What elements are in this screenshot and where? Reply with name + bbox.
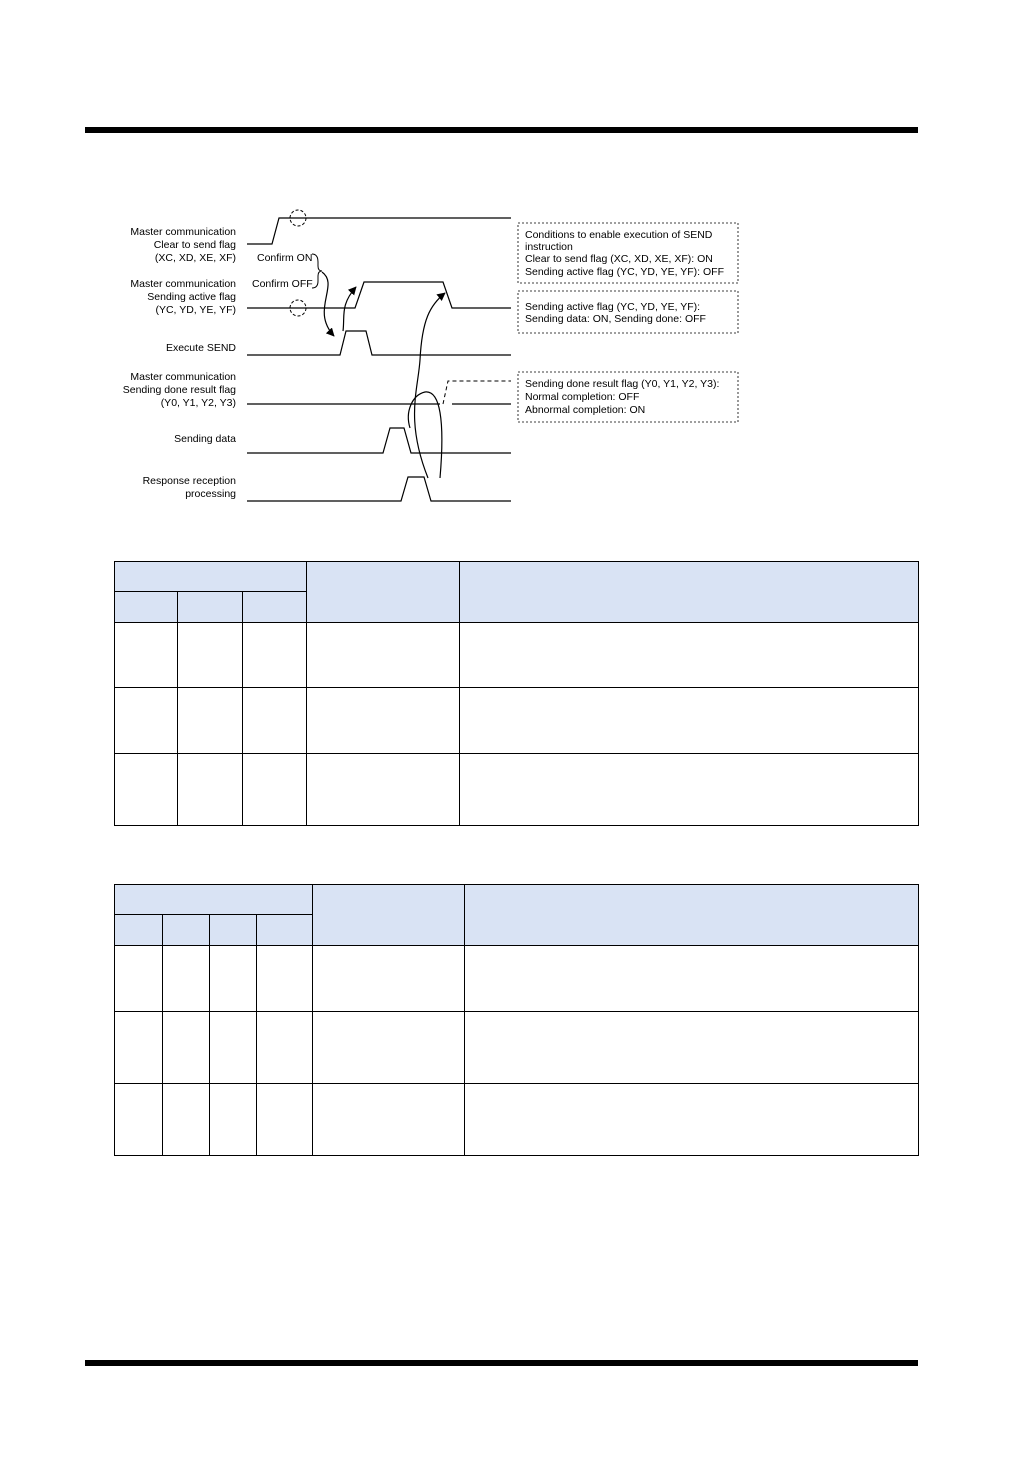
signal-label-clear-to-send — [130, 226, 236, 264]
svg-text:Abnormal completion: ON: Abnormal completion: ON — [525, 404, 646, 416]
table-2-subheader-3 — [210, 915, 257, 946]
table-cell — [243, 754, 307, 826]
table-cell — [243, 688, 307, 754]
svg-text:Sending data: ON, Sending done: Sending data: ON, Sending done: OFF — [525, 313, 706, 325]
table-1-subheader-1 — [115, 592, 178, 623]
table-cell — [465, 1012, 919, 1084]
table-1-header-col-5 — [460, 562, 919, 623]
table-cell — [210, 946, 257, 1012]
table-cell — [307, 754, 460, 826]
table-cell — [115, 688, 178, 754]
table-cell — [178, 688, 243, 754]
svg-text:(YC, YD, YE, YF): (YC, YD, YE, YF) — [155, 304, 236, 316]
table-cell — [163, 1084, 210, 1156]
table-cell — [210, 1012, 257, 1084]
table-cell — [243, 623, 307, 688]
timing-diagram — [0, 0, 1032, 560]
svg-text:Response reception: Response reception — [142, 475, 236, 487]
arrow-data-to-done — [408, 392, 441, 478]
table-1-subheader-2 — [178, 592, 243, 623]
svg-text:Sending data: Sending data — [174, 433, 236, 445]
table-cell — [257, 1084, 313, 1156]
confirm-off-label: Confirm OFF — [252, 278, 313, 290]
table-cell — [460, 623, 919, 688]
table-cell — [313, 1012, 465, 1084]
note-active — [525, 301, 706, 325]
note-done — [525, 378, 719, 416]
table-row — [115, 623, 919, 688]
svg-text:Normal completion: OFF: Normal completion: OFF — [525, 391, 640, 403]
svg-text:Sending active flag (YC, YD, Y: Sending active flag (YC, YD, YE, YF): OFF — [525, 266, 724, 278]
table-cell — [460, 688, 919, 754]
table-1-header-row — [115, 562, 919, 592]
table-cell — [115, 1012, 163, 1084]
table-cell — [115, 1084, 163, 1156]
svg-text:Conditions to enable execution: Conditions to enable execution of SEND — [525, 229, 713, 241]
arrow-execute-to-active — [343, 287, 356, 331]
svg-text:(Y0, Y1, Y2, Y3): (Y0, Y1, Y2, Y3) — [160, 397, 236, 409]
svg-text:Master communication: Master communication — [130, 371, 236, 383]
svg-text:Sending active flag (YC, YD, Y: Sending active flag (YC, YD, YE, YF): — [525, 301, 701, 313]
table-1-subheader-3 — [243, 592, 307, 623]
waveform-clear-to-send — [247, 218, 511, 244]
confirm-brace — [312, 254, 322, 288]
signal-label-execute-send — [166, 342, 236, 354]
svg-text:instruction: instruction — [525, 241, 573, 253]
table-row — [115, 754, 919, 826]
table-2-subheader-4 — [257, 915, 313, 946]
waveform-execute-send — [247, 331, 511, 355]
table-cell — [307, 623, 460, 688]
svg-text:Clear to send flag (XC, XD, XE: Clear to send flag (XC, XD, XE, XF): ON — [525, 253, 713, 265]
table-cell — [178, 623, 243, 688]
table-2-header-col-5 — [313, 885, 465, 946]
arrow-response-to-active — [415, 293, 445, 478]
signal-label-response — [143, 475, 237, 500]
signal-label-sending-data — [174, 433, 236, 445]
note-conditions — [525, 229, 724, 278]
table-cell — [307, 688, 460, 754]
svg-text:Sending active flag: Sending active flag — [147, 291, 236, 303]
table-2-header-group — [115, 885, 313, 915]
table-cell — [465, 1084, 919, 1156]
table-2-subheader-1 — [115, 915, 163, 946]
bottom-rule — [85, 1360, 918, 1366]
svg-text:Clear to send flag: Clear to send flag — [153, 239, 236, 251]
table-1-header-group — [115, 562, 307, 592]
table-cell — [313, 946, 465, 1012]
table-cell — [460, 754, 919, 826]
table-cell — [163, 1012, 210, 1084]
table-cell — [115, 946, 163, 1012]
table-2 — [114, 884, 919, 1156]
svg-text:Execute SEND: Execute SEND — [165, 342, 236, 354]
table-1 — [114, 561, 919, 826]
table-cell — [257, 946, 313, 1012]
confirm-on-label: Confirm ON — [257, 252, 313, 264]
table-cell — [115, 754, 178, 826]
table-cell — [115, 623, 178, 688]
table-cell — [313, 1084, 465, 1156]
table-cell — [257, 1012, 313, 1084]
table-cell — [210, 1084, 257, 1156]
svg-text:Master communication: Master communication — [130, 226, 236, 238]
svg-text:processing: processing — [185, 488, 236, 500]
signal-label-sending-done — [123, 371, 236, 409]
table-2-header-col-6 — [465, 885, 919, 946]
table-row — [115, 1084, 919, 1156]
waveform-response — [247, 477, 511, 501]
table-row — [115, 946, 919, 1012]
table-row — [115, 688, 919, 754]
table-1-header-col-4 — [307, 562, 460, 623]
svg-text:Master communication: Master communication — [130, 278, 236, 290]
svg-text:(XC, XD, XE, XF): (XC, XD, XE, XF) — [154, 252, 236, 264]
signal-label-sending-active — [130, 278, 236, 316]
arrow-confirm-to-execute — [322, 272, 334, 336]
svg-text:Sending done result flag (Y0,: Sending done result flag (Y0, Y1, Y2, Y3): — [525, 378, 720, 390]
table-cell — [178, 754, 243, 826]
waveform-sending-data — [247, 428, 511, 453]
table-cell — [465, 946, 919, 1012]
table-2-header-row — [115, 885, 919, 915]
table-row — [115, 1012, 919, 1084]
waveform-sending-done-dashed — [443, 381, 511, 404]
table-cell — [163, 946, 210, 1012]
table-2-subheader-2 — [163, 915, 210, 946]
svg-text:Sending done result flag: Sending done result flag — [122, 384, 236, 396]
